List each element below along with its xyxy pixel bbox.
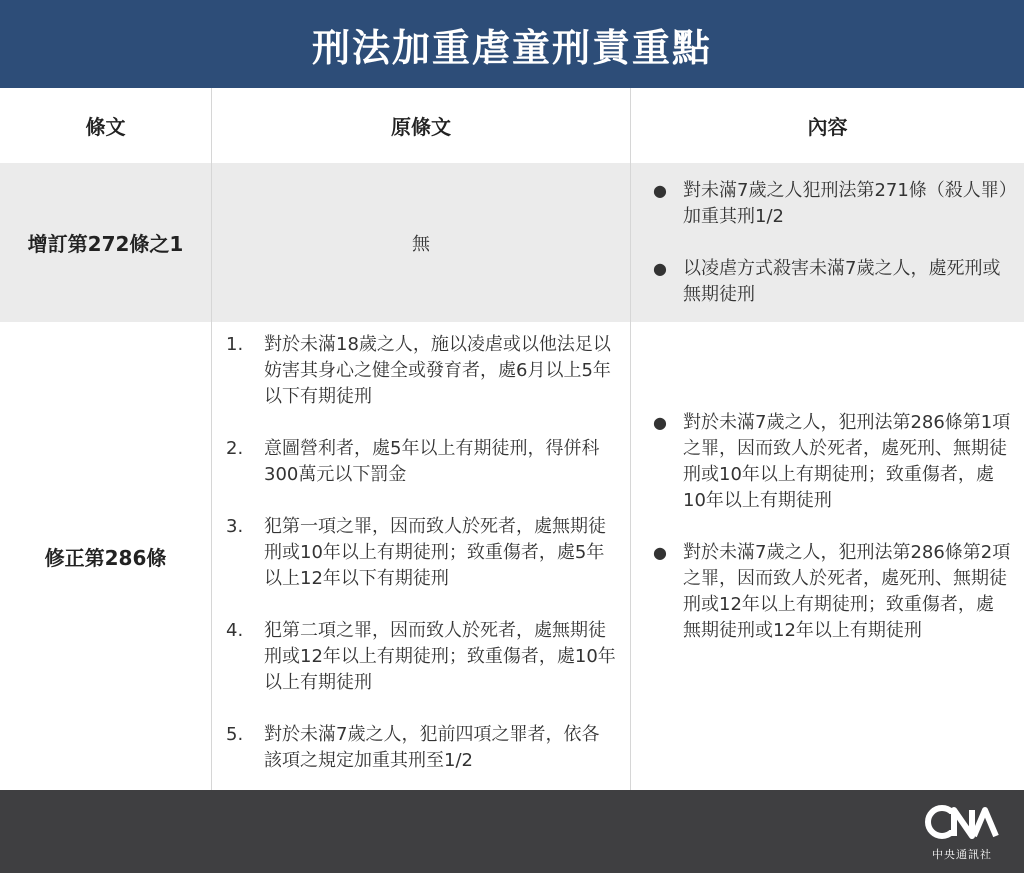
bullet-icon: ● [653,259,667,278]
table-header-row [0,88,1024,163]
cna-logo-icon [922,804,1002,844]
original-cell [211,163,630,322]
list-item-text: 對於未滿7歲之人，犯刑法第286條第2項之罪，因而致人於死者，處死刑、無期徒刑或12年以上有期徒刑；致重傷者，處無期徒刑或12年以上有期徒刑 [683,542,1011,641]
cna-logo [922,804,1002,860]
list-item [649,540,1011,644]
content-list [649,178,1011,308]
list-number: 4. [226,620,244,641]
list-item [649,256,1011,308]
list-item [226,618,616,696]
list-item [226,332,616,410]
list-item-text: 犯第一項之罪，因而致人於死者，處無期徒刑或10年以上有期徒刑；致重傷者，處5年以上12年以下有期徒刑 [264,516,606,589]
article-label: 修正第286條 [44,545,167,570]
table-row [0,322,1024,790]
list-item-text: 對於未滿18歲之人，施以凌虐或以他法足以妨害其身心之健全或發育者，處6月以上5年以下有期徒刑 [264,334,611,407]
list-item-text: 對於未滿7歲之人，犯前四項之罪者，依各該項之規定加重其刑至1/2 [264,724,600,771]
list-number: 2. [226,438,244,459]
list-number: 3. [226,516,244,537]
list-item-text: 對於未滿7歲之人，犯刑法第286條第1項之罪，因而致人於死者，處死刑、無期徒刑或10年以上有期徒刑；致重傷者，處10年以上有期徒刑 [683,412,1011,511]
header-content: 內容 [807,115,848,139]
title-bar [0,0,1024,88]
header-cell [211,88,630,163]
header-cell [630,88,1024,163]
content-cell [630,322,1024,790]
article-cell [0,163,211,322]
bullet-icon: ● [653,181,667,200]
header-article: 條文 [85,115,126,139]
list-item-text: 對未滿7歲之人犯刑法第271條（殺人罪）加重其刑1/2 [683,180,1008,227]
bullet-icon: ● [653,543,667,562]
original-text: 無 [412,233,430,255]
content-cell [630,163,1024,322]
list-item [226,514,616,592]
list-item-text: 意圖營利者，處5年以上有期徒刑，得併科300萬元以下罰金 [264,438,600,485]
logo-subtitle: 中央通訊社 [932,848,992,861]
list-item [226,436,616,488]
article-label: 增訂第272條之1 [27,232,184,256]
list-number: 1. [226,334,244,355]
footer-bar [0,790,1024,873]
table-row [0,163,1024,322]
list-item-text: 以凌虐方式殺害未滿7歲之人，處死刑或無期徒刑 [683,258,1001,305]
list-item-text: 犯第二項之罪，因而致人於死者，處無期徒刑或12年以上有期徒刑；致重傷者，處10年以上有期徒刑 [264,620,616,693]
list-item [226,722,616,774]
list-item [649,178,1011,230]
header-cell [0,88,211,163]
page-title: 刑法加重虐童刑責重點 [311,25,712,70]
original-list [226,332,616,774]
article-cell [0,322,211,790]
header-original: 原條文 [391,115,451,139]
list-item [649,410,1011,514]
content-list [649,410,1011,644]
bullet-icon: ● [653,413,667,432]
original-cell [211,322,630,790]
list-number: 5. [226,724,244,745]
